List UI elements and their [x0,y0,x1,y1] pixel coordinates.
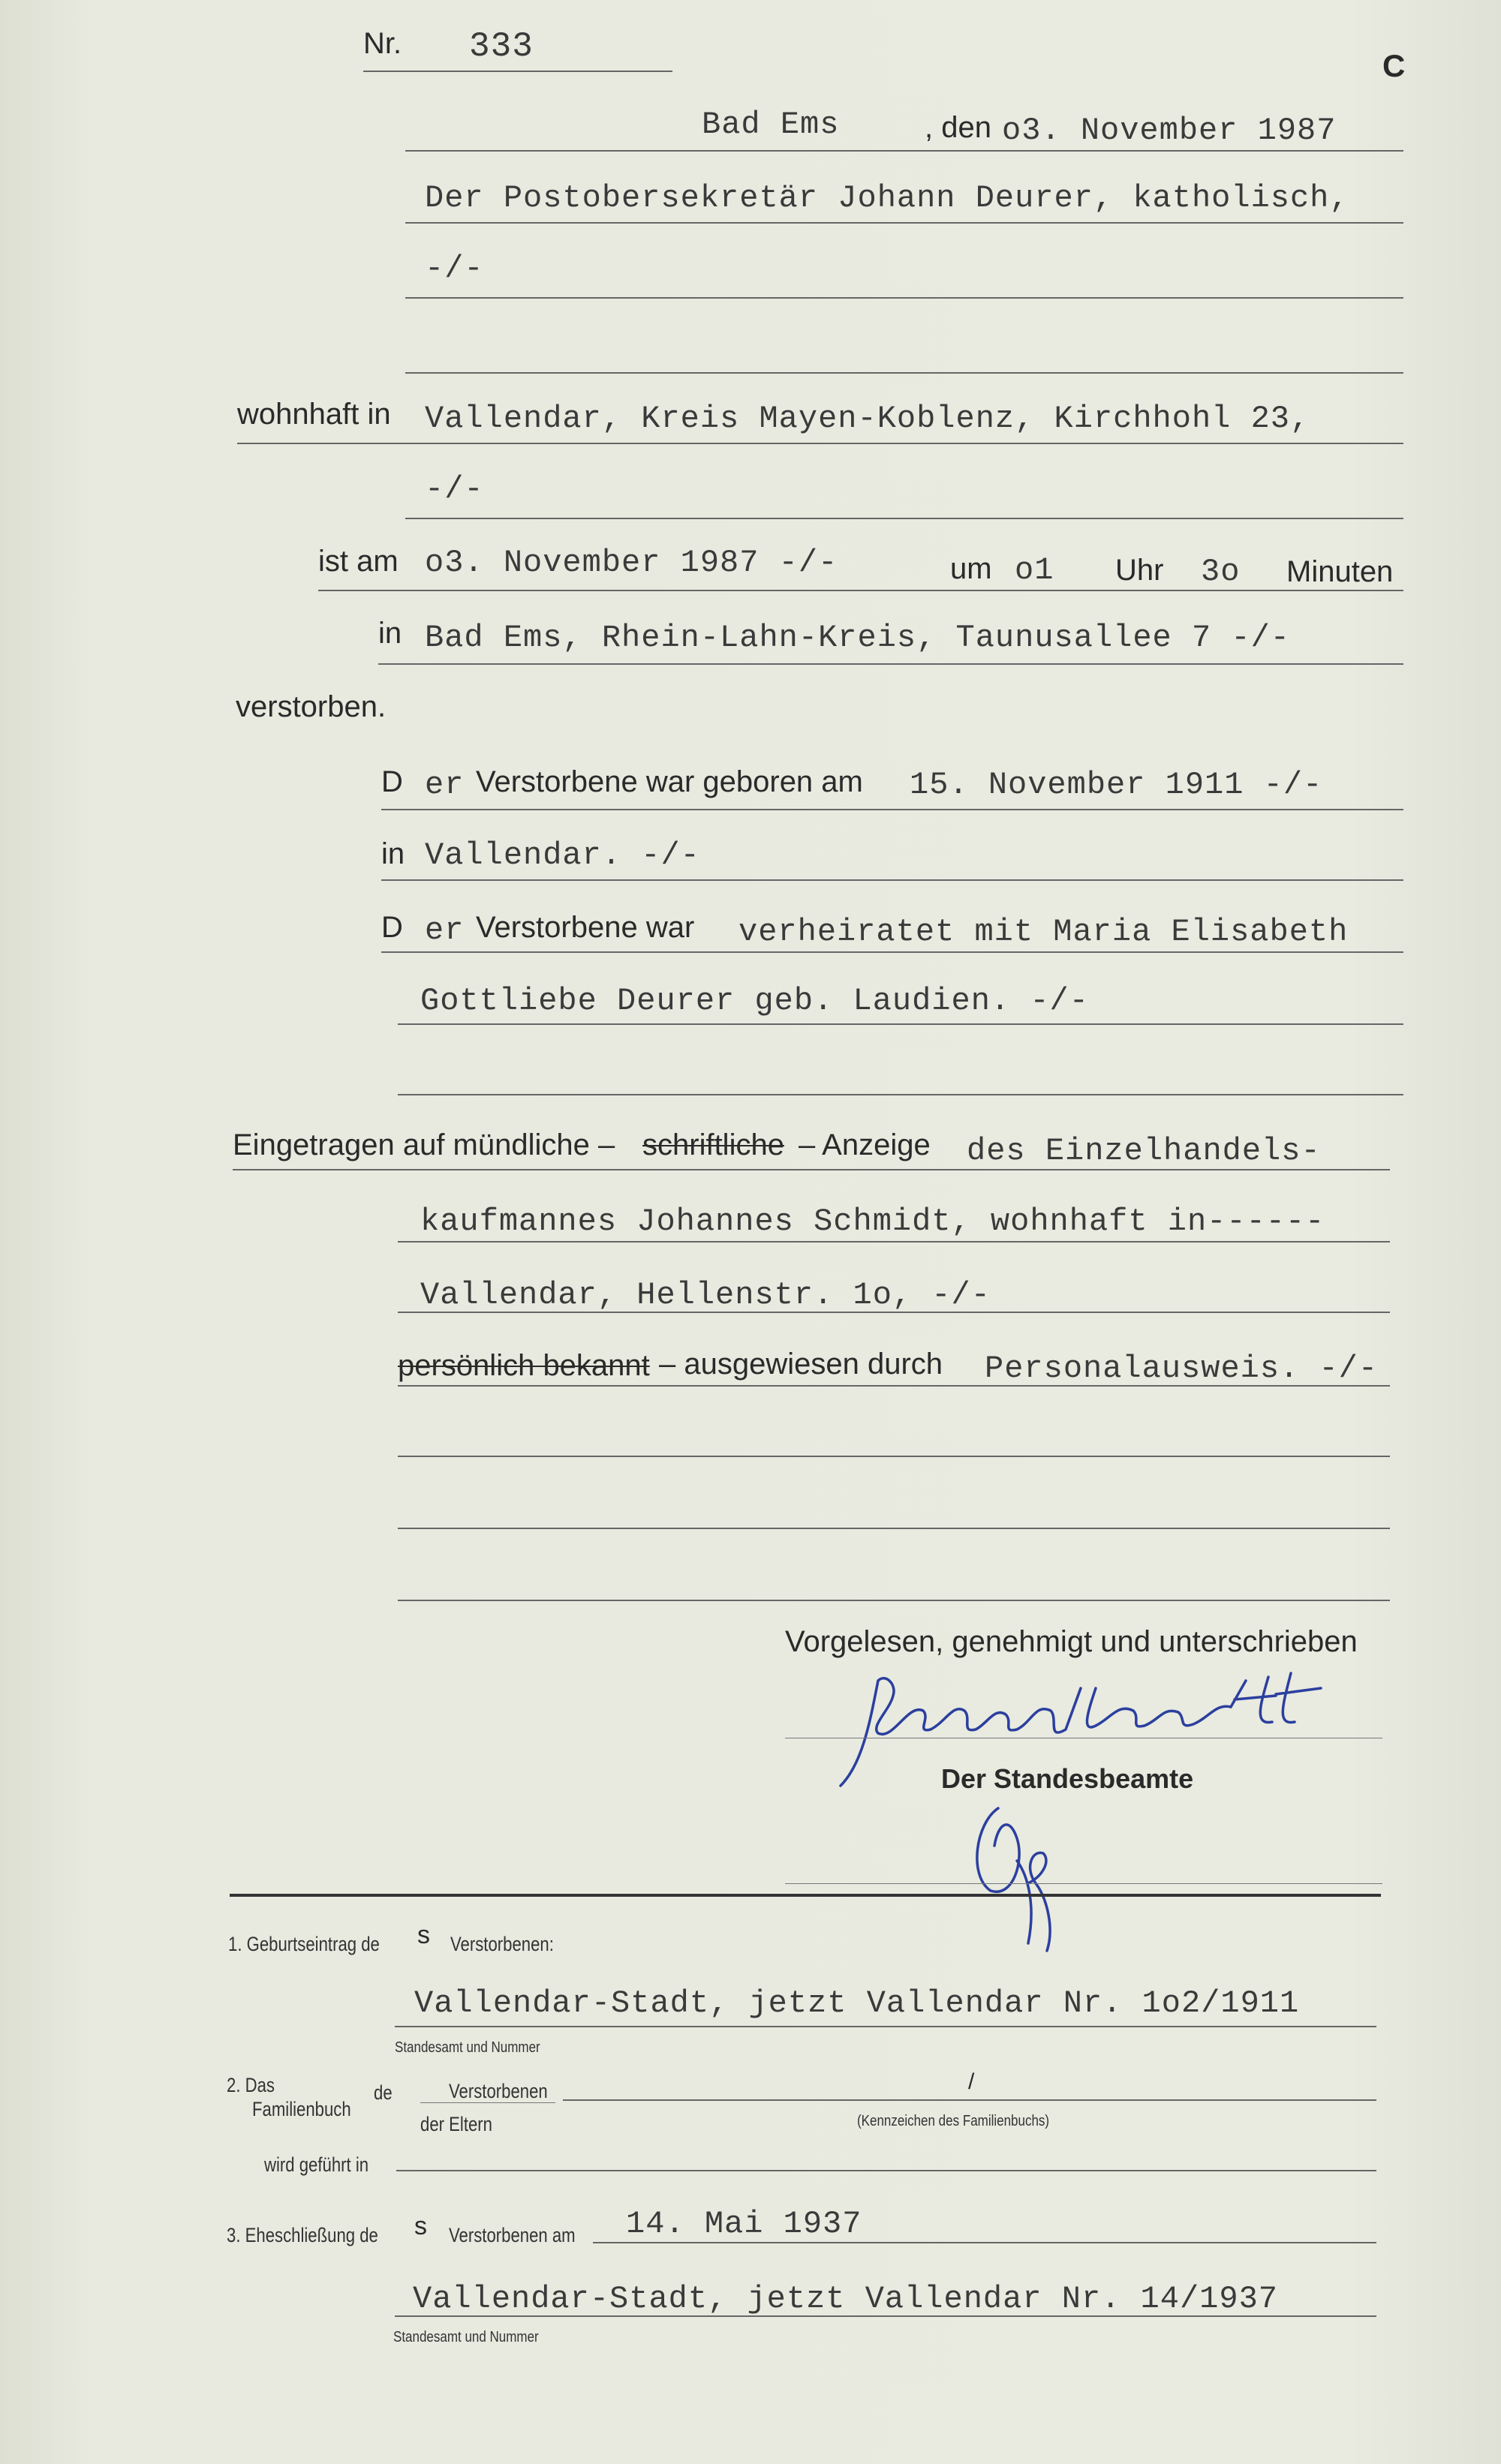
verstorben-label: verstorben. [236,690,387,723]
death-place-rule [378,663,1403,665]
item3-label: 3. Eheschließung de [227,2224,378,2246]
official-initials-signature [953,1793,1073,1958]
item1-s: s [417,1921,430,1949]
item2-caption: (Kennzeichen des Familienbuchs) [857,2113,1050,2129]
residence-rule-2 [405,518,1403,519]
marital-rule-1 [381,951,1403,953]
marital-status-2: Gottliebe Deurer geb. Laudien. -/- [420,983,1089,1019]
blank-rule-1 [398,1456,1390,1457]
birth-date: 15. November 1911 -/- [910,767,1323,803]
marital-label: Verstorbene war [476,911,695,944]
den-label: , den [925,111,991,144]
birth-register-entry: Vallendar-Stadt, jetzt Vallendar Nr. 1o2/1911 [414,1985,1300,2021]
official-label: Der Standesbeamte [941,1763,1194,1794]
person-rule-2 [405,297,1403,299]
item2-label-b: Familienbuch [252,2098,351,2120]
marital-label-er: er [425,912,465,948]
death-date: o3. November 1987 -/- [425,545,838,581]
item2-label-a: 2. Das [227,2074,275,2096]
death-date-rule [318,590,1403,591]
record-date: o3. November 1987 [1002,113,1337,149]
place-of-record: Bad Ems [702,107,840,143]
marriage-date: 14. Mai 1937 [626,2206,862,2242]
corner-letter: C [1382,48,1406,83]
death-place: Bad Ems, Rhein-Lahn-Kreis, Taunusallee 7 -/- [425,620,1290,656]
item2-slash: / [968,2069,975,2094]
item2-rule [563,2099,1376,2101]
report-rule-4 [398,1385,1390,1387]
schriftliche-struck: schriftliche [642,1128,784,1161]
residence-address-2: -/- [425,471,484,507]
item1-verstorbenen: Verstorbenen: [450,1933,554,1955]
item2-fraction-rule [420,2102,555,2103]
uhr-label: Uhr [1115,554,1164,587]
nr-label: Nr. [363,27,402,60]
marital-d-letter: D [381,911,403,944]
item1-rule [395,2026,1376,2027]
item1-label: 1. Geburtseintrag de [228,1933,380,1955]
id-document: Personalausweis. -/- [985,1351,1379,1387]
item1-caption: Standesamt und Nummer [395,2039,540,2056]
nr-underline [363,71,672,72]
person-rule-1 [405,222,1403,224]
report-line-3: Vallendar, Hellenstr. 1o, -/- [420,1277,991,1313]
person-rule-3 [405,372,1403,374]
person-line-1: Der Postobersekretär Johann Deurer, katholisch, [425,180,1349,216]
birth-place-rule [381,879,1403,881]
marital-status-1: verheiratet mit Maria Elisabeth [738,914,1349,950]
official-rule [785,1883,1382,1884]
item3-date-rule [593,2242,1376,2243]
birth-d-letter: D [381,765,403,798]
blank-rule-3 [398,1600,1390,1601]
report-line-2: kaufmannes Johannes Schmidt, wohnhaft in------ [420,1203,1325,1240]
wohnhaft-label: wohnhaft in [237,398,391,431]
residence-rule-1 [237,443,1403,444]
item2-verstorbenen: Verstorbenen [449,2080,548,2102]
anzeige-label: – Anzeige [799,1128,931,1161]
marital-rule-2 [398,1023,1403,1025]
item2-eltern: der Eltern [420,2113,492,2135]
death-hour: o1 [1015,552,1054,588]
report-rule-3 [398,1312,1390,1313]
minuten-label: Minuten [1286,555,1394,588]
nr-value: 333 [469,27,534,66]
item3-caption: Standesamt und Nummer [393,2329,539,2345]
report-rule-2 [398,1241,1390,1243]
ist-am-label: ist am [318,545,399,578]
item3-verstorbenen: Verstorbenen am [449,2224,576,2246]
birth-in-label: in [381,837,405,870]
death-minutes: 3o [1201,554,1241,590]
marital-rule-3 [398,1094,1403,1095]
report-rule-1 [233,1169,1390,1170]
footer-divider [230,1894,1381,1897]
birth-place: Vallendar. -/- [425,837,700,873]
birth-label-er: er [425,767,465,803]
eingetragen-label: Eingetragen auf mündliche – [233,1128,615,1161]
item2-de: de [374,2081,393,2104]
person-line-2: -/- [425,251,484,287]
item2-gefuehrt: wird geführt in [264,2153,369,2176]
item2-gefuehrt-rule [396,2170,1376,2171]
item3-rule [395,2315,1376,2317]
vorgelesen-text: Vorgelesen, genehmigt und unterschrieben [785,1625,1358,1658]
birth-label: Verstorbene war geboren am [476,765,863,798]
blank-rule-2 [398,1528,1390,1529]
ausgewiesen-label: – ausgewiesen durch [659,1348,943,1381]
um-label: um [950,552,992,585]
report-line-1: des Einzelhandels- [967,1133,1321,1169]
residence-address: Vallendar, Kreis Mayen-Koblenz, Kirchhohl 23, [425,401,1310,437]
item3-s: s [414,2212,427,2240]
date-line-rule [405,150,1403,152]
marriage-register-entry: Vallendar-Stadt, jetzt Vallendar Nr. 14/1937 [413,2281,1278,2317]
death-in-label: in [378,617,402,650]
persoenlich-struck: persönlich bekannt [398,1349,650,1382]
birth-date-rule [381,809,1403,810]
